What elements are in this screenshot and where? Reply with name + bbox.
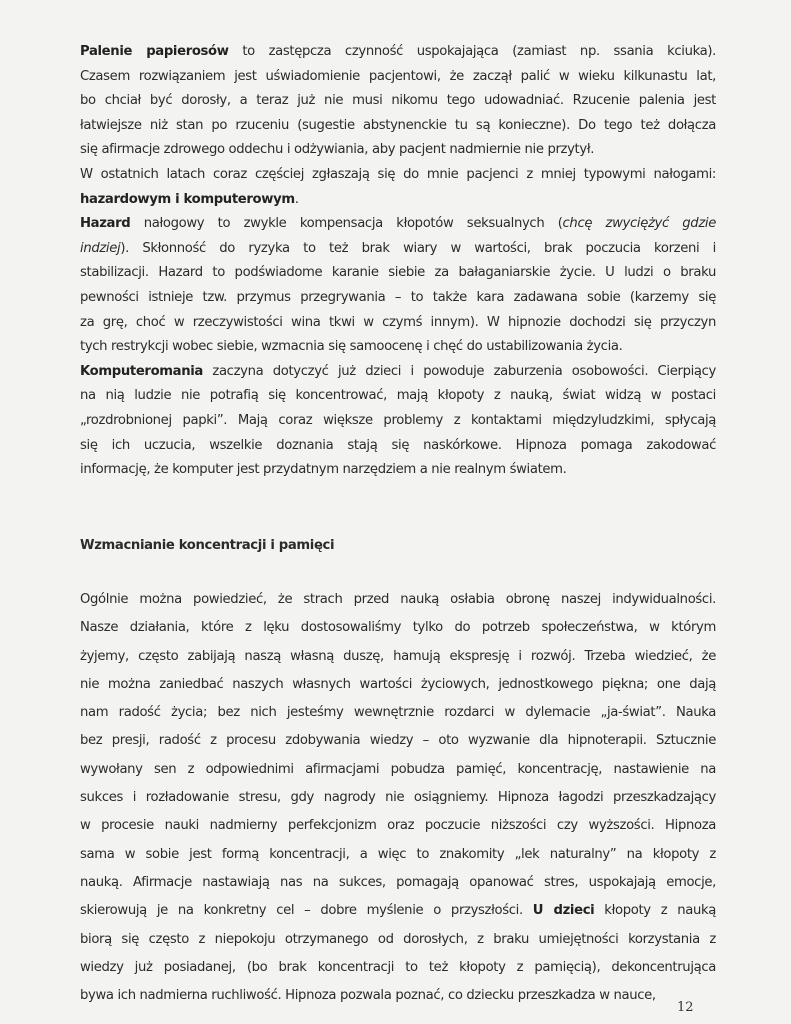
- text-run: nałogowy to zwykle kompensacja kłopotów seksualnych (: [130, 216, 563, 232]
- text-run: W ostatnich latach coraz częściej zgłaszają się do mnie pacjenci z mniej typowymi nałogami:: [80, 166, 716, 182]
- text-run: nie można zaniedbać naszych własnych wartości życiowych, jednostkowego piękna; one dają: [80, 676, 716, 692]
- text-run: pewności istnieje tzw. przymus przegrywania – to także kara zadawana sobie (karzemy się: [80, 289, 716, 305]
- text-run: wiedzy już posiadanej, (bo brak koncentracji to też kłopoty z pamięcią), dekoncentrująca: [80, 959, 716, 975]
- text-line: [80, 188, 716, 213]
- text-line: [80, 699, 716, 727]
- text-line: [80, 458, 716, 483]
- italic-text: chcę zwyciężyć gdzie: [562, 216, 716, 232]
- text-line: [80, 114, 716, 139]
- text-line: [80, 614, 716, 642]
- text-line: [80, 982, 716, 1010]
- text-line: [80, 586, 716, 614]
- text-run: sama w sobie jest formą koncentracji, a więc to znakomity „lek naturalny” na kłopoty z: [80, 846, 716, 862]
- text-run: to zastępcza czynność uspokajająca (zamiast np. ssania kciuka).: [228, 44, 717, 59]
- text-run: .: [294, 191, 299, 207]
- bold-term: U dzieci: [532, 903, 595, 919]
- text-run: informację, że komputer jest przydatnym narzędziem a nie realnym światem.: [80, 462, 567, 478]
- text-line: [80, 335, 716, 360]
- text-run: ). Skłonność do ryzyka to też brak wiary w wartości, brak poczucia korzeni i: [120, 240, 716, 256]
- text-line: [80, 311, 716, 336]
- section-concentration-memory: [80, 586, 716, 1010]
- text-run: biorą się często z niepokoju otrzymanego od dorosłych, z braku umiejętności korzystania z: [80, 931, 716, 947]
- text-line: [80, 360, 716, 385]
- text-line: [80, 409, 716, 434]
- italic-text: indziej: [80, 240, 121, 256]
- text-run: kłopoty z nauką: [594, 903, 716, 919]
- text-run: Ogólnie można powiedzieć, że strach przed nauką osłabia obronę naszej indywidualności.: [80, 592, 716, 607]
- text-line: [80, 897, 716, 925]
- text-run: skierowują je na konkretny cel – dobre myślenie o przyszłości.: [80, 903, 533, 919]
- text-run: bo chciał być dorosły, a teraz już nie musi nikomu tego udowadniać. Rzucenie palenia jest: [80, 93, 716, 109]
- text-run: bywa ich nadmierna ruchliwość. Hipnoza pozwala poznać, co dziecku przeszkadza w nauce,: [80, 988, 656, 1004]
- text-run: nam radość życia; bez nich jesteśmy wewnętrznie rozdarci w dylemacie „ja-świat”. Nauka: [80, 705, 716, 721]
- text-line: [80, 212, 716, 237]
- text-line: [80, 384, 716, 409]
- text-line: [80, 812, 716, 840]
- text-line: [80, 954, 716, 982]
- text-run: Czasem rozwiązaniem jest uświadomienie pacjentowi, że zaczął palić w wieku kilkunastu lat,: [80, 68, 716, 84]
- text-line: [80, 841, 716, 869]
- text-run: sukces i rozładowanie stresu, gdy nagrody nie osiągniemy. Hipnoza łagodzi przeszkadzający: [80, 790, 716, 806]
- text-run: „rozdrobnionej papki”. Mają coraz większe problemy z kontaktami międzyludzkimi, spłycają: [80, 412, 716, 428]
- section-heading: Wzmacnianie koncentracji i pamięci: [80, 538, 335, 553]
- page-number: 12: [677, 1000, 694, 1015]
- text-run: Nasze działania, które z lęku dostosowaliśmy tylko do potrzeb społeczeństwa, w którym: [80, 620, 716, 636]
- text-run: nauką. Afirmacje nastawiają nas na sukces, pomagają opanować stres, uspokajają emocje,: [80, 874, 716, 890]
- text-line: [80, 671, 716, 699]
- text-line: [80, 727, 716, 755]
- text-run: w procesie nauki nadmierny perfekcjonizm oraz poczucie niższości czy wyższości. Hipnoza: [80, 818, 716, 834]
- text-line: [80, 65, 716, 90]
- bold-term: Komputeromania: [80, 363, 203, 379]
- bold-term: hazardowym i komputerowym: [80, 191, 295, 207]
- text-run: łatwiejsze niż stan po rzuceniu (sugestie abstynenckie tu są konieczne). Do tego też dołącza: [80, 117, 716, 133]
- text-run: za grę, choć w rzeczywistości wina tkwi w czymś innym). W hipnozie dochodzi się przyczyn: [80, 314, 716, 330]
- text-line: [80, 784, 716, 812]
- bold-term: Palenie papierosów: [80, 44, 229, 59]
- text-line: [80, 40, 716, 65]
- text-line: [80, 643, 716, 671]
- text-run: bez presji, radość z procesu zdobywania wiedzy – oto wyzwanie dla hipnoterapii. Sztucznie: [80, 733, 716, 749]
- text-line: [80, 261, 716, 286]
- bold-term: Hazard: [80, 216, 131, 232]
- text-run: na nią ludzie nie potrafią się koncentrować, mają kłopoty z nauką, świat widzą w postaci: [80, 388, 716, 404]
- text-line: [80, 89, 716, 114]
- text-line: [80, 756, 716, 784]
- text-run: tych restrykcji wobec siebie, wzmacnia się samoocenę i chęć do ustabilizowania życia.: [80, 339, 623, 355]
- text-line: [80, 434, 716, 459]
- text-run: się afirmacje zdrowego oddechu i odżywiania, aby pacjent nadmiernie nie przytył.: [80, 142, 595, 158]
- text-line: [80, 237, 716, 262]
- text-line: [80, 138, 716, 163]
- text-run: zaczyna dotyczyć już dzieci i powoduje zaburzenia osobowości. Cierpiący: [202, 363, 716, 379]
- text-line: [80, 286, 716, 311]
- text-run: stabilizacji. Hazard to podświadome karanie siebie za bałaganiarskie życie. U ludzi o braku: [80, 265, 716, 281]
- text-line: [80, 869, 716, 897]
- section-addictions: [80, 40, 716, 483]
- text-line: [80, 926, 716, 954]
- text-line: [80, 163, 716, 188]
- text-run: żyjemy, często zabijają naszą własną duszę, hamują ekspresję i rozwój. Trzeba wiedzieć, że: [80, 648, 716, 664]
- text-run: wywołany sen z odpowiednimi afirmacjami pobudza pamięć, koncentrację, nastawienie na: [80, 761, 716, 777]
- text-run: się ich uczucia, wszelkie doznania stają się naskórkowe. Hipnoza pomaga zakodować: [80, 437, 716, 453]
